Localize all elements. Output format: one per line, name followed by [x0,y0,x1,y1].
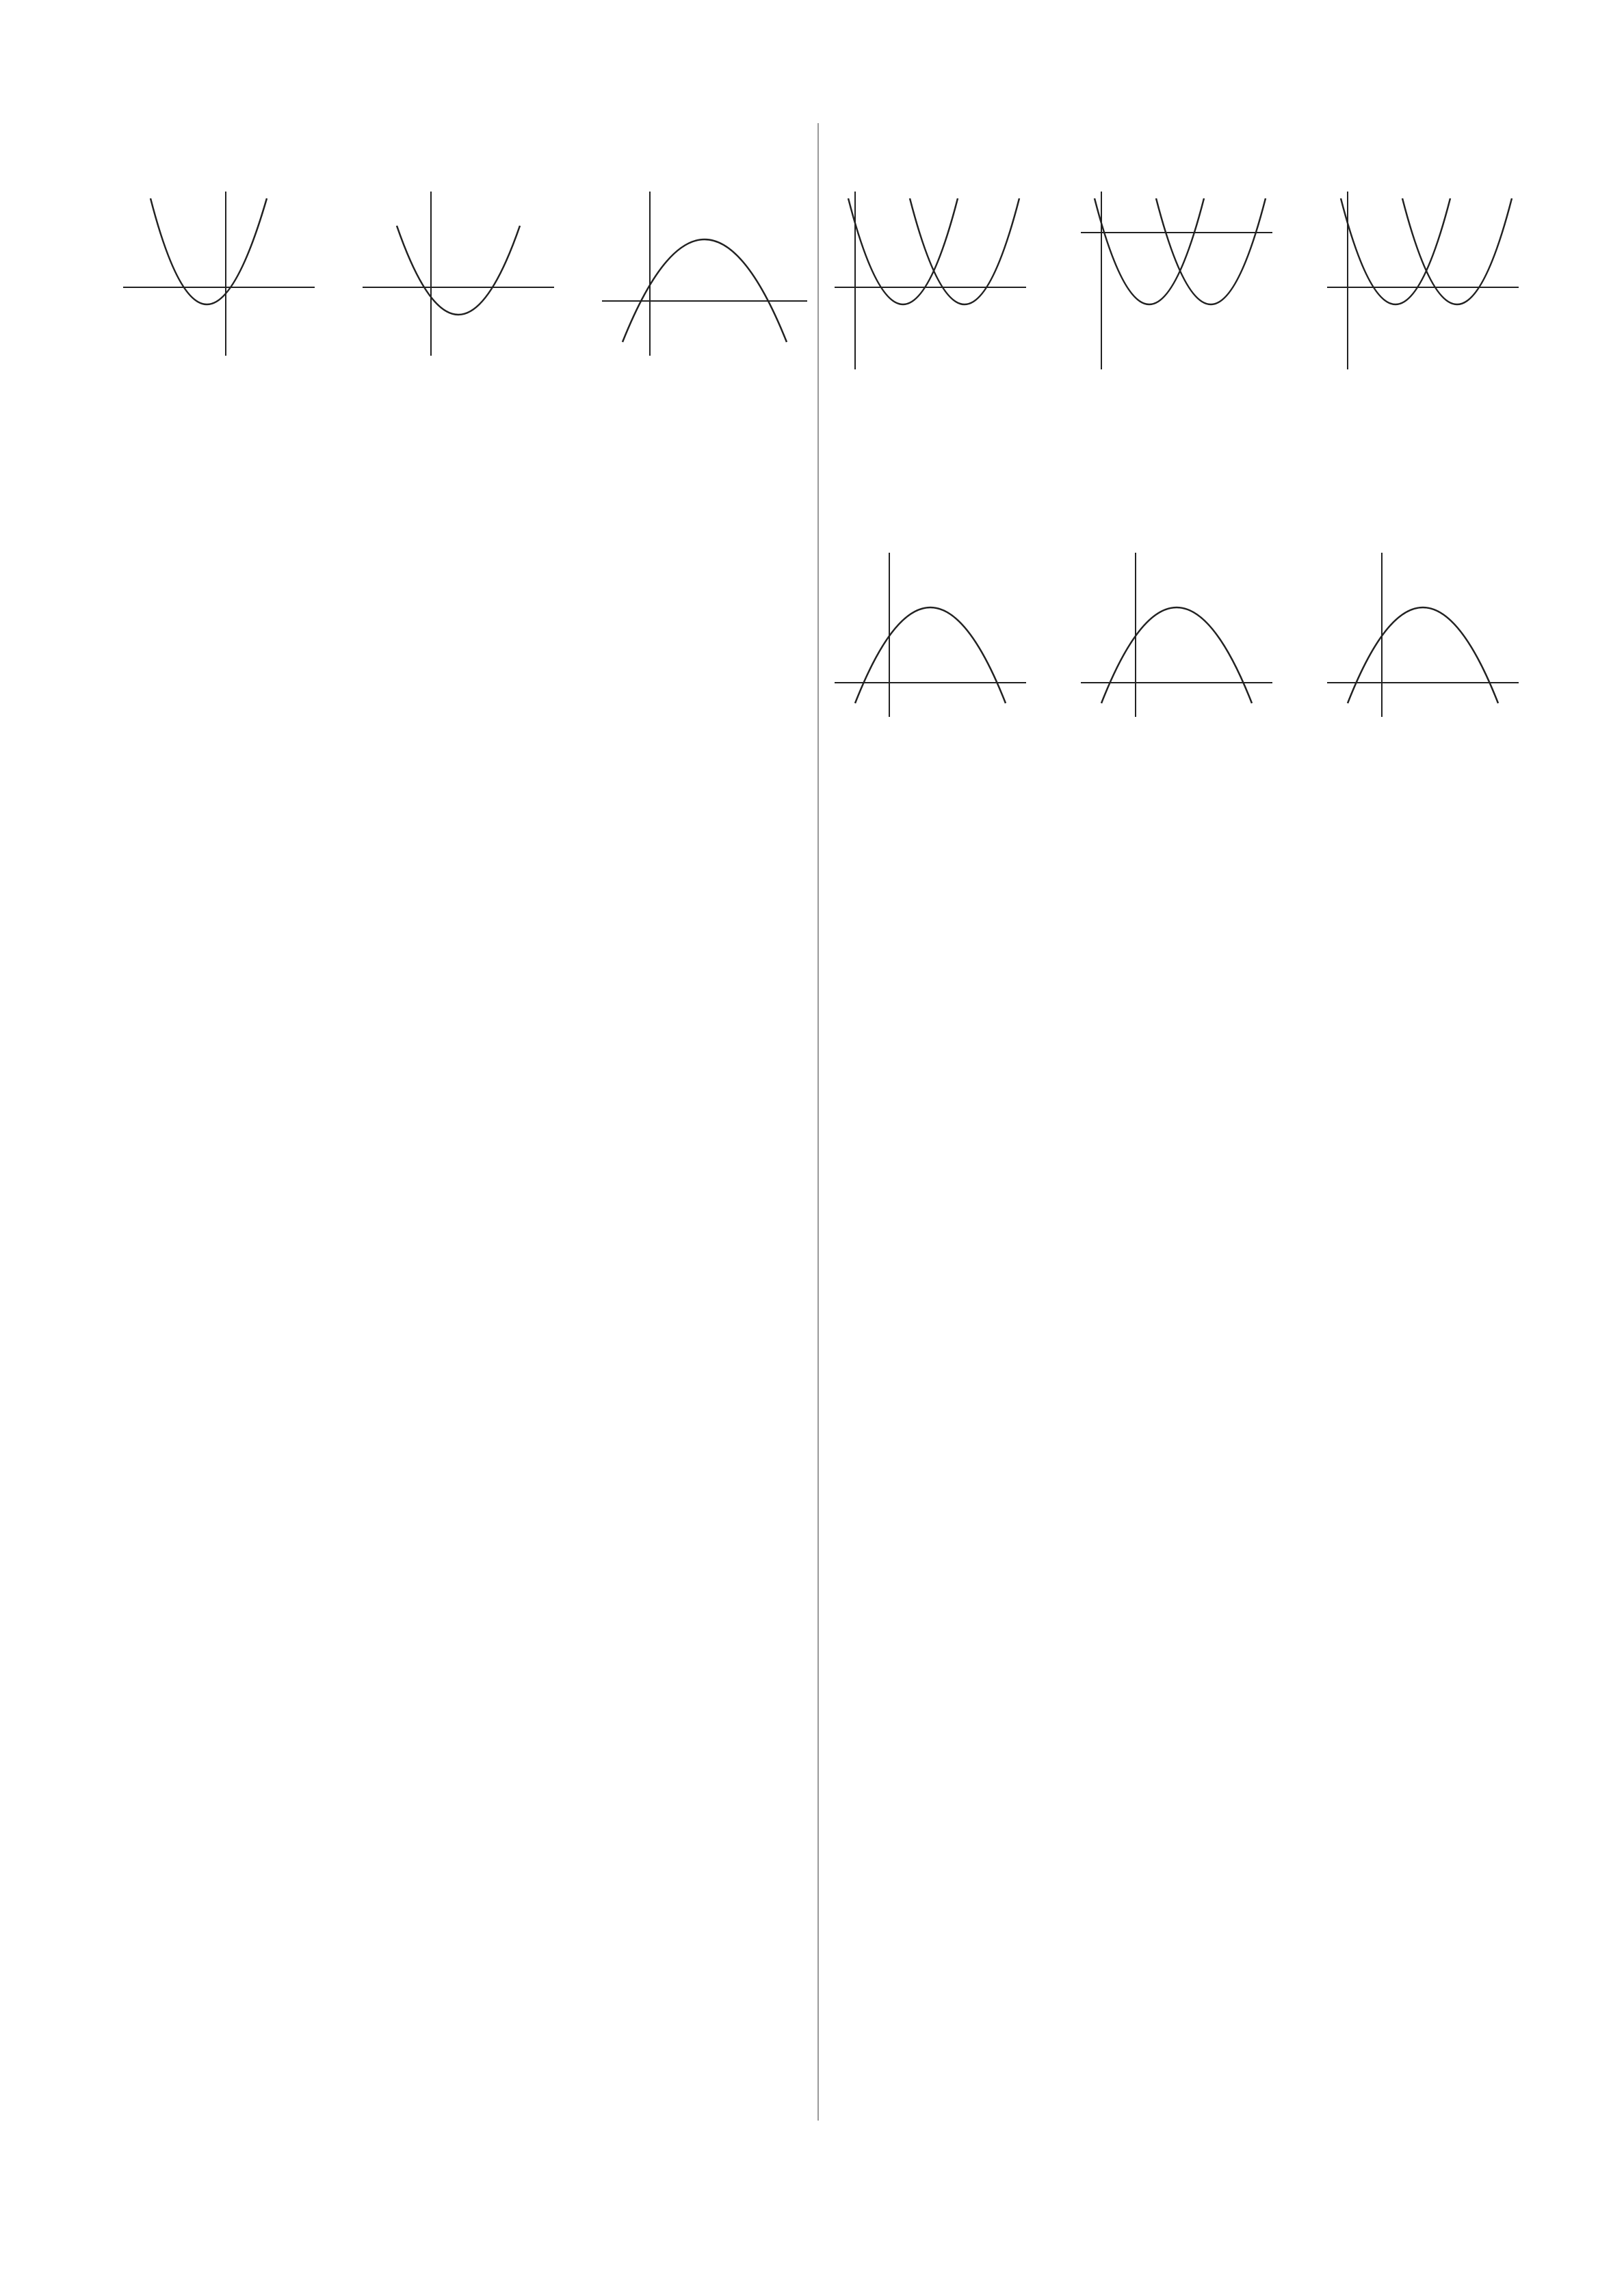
column-divider [817,123,819,2121]
figure-a3 [1320,185,1525,402]
figure-a1 [828,185,1033,402]
parabola-diagram [116,185,322,363]
left-column [116,123,814,2121]
figure-b1 [828,546,1033,750]
parabola-diagram [595,185,814,363]
right-figure-row-b [828,546,1525,750]
solution-4 [116,471,814,512]
parabola-diagram [356,185,561,363]
solution-7 [828,832,1525,873]
figure-b3 [1320,546,1525,750]
figure-a2 [1074,185,1279,402]
left-figure-row [116,185,814,389]
figure-1 [116,185,322,389]
figure-2 [356,185,561,389]
solution-5-continued [828,123,1525,164]
solution-6 [828,484,1525,525]
solution-6-continued [828,770,1525,811]
right-figure-row-a [828,185,1525,402]
parabola-diagram [1320,185,1525,376]
right-column [828,123,1525,2121]
solution-5-end [828,423,1525,464]
solution-3 [116,409,814,450]
parabola-diagram [1320,546,1525,724]
intro-solution [116,123,814,164]
parabola-diagram [1074,185,1279,376]
solution-5 [116,532,814,573]
figure-b2 [1074,546,1279,750]
figure-3 [595,185,814,389]
parabola-diagram [1074,546,1279,724]
parabola-diagram [828,546,1033,724]
page-number [0,2213,1624,2247]
parabola-diagram [828,185,1033,376]
